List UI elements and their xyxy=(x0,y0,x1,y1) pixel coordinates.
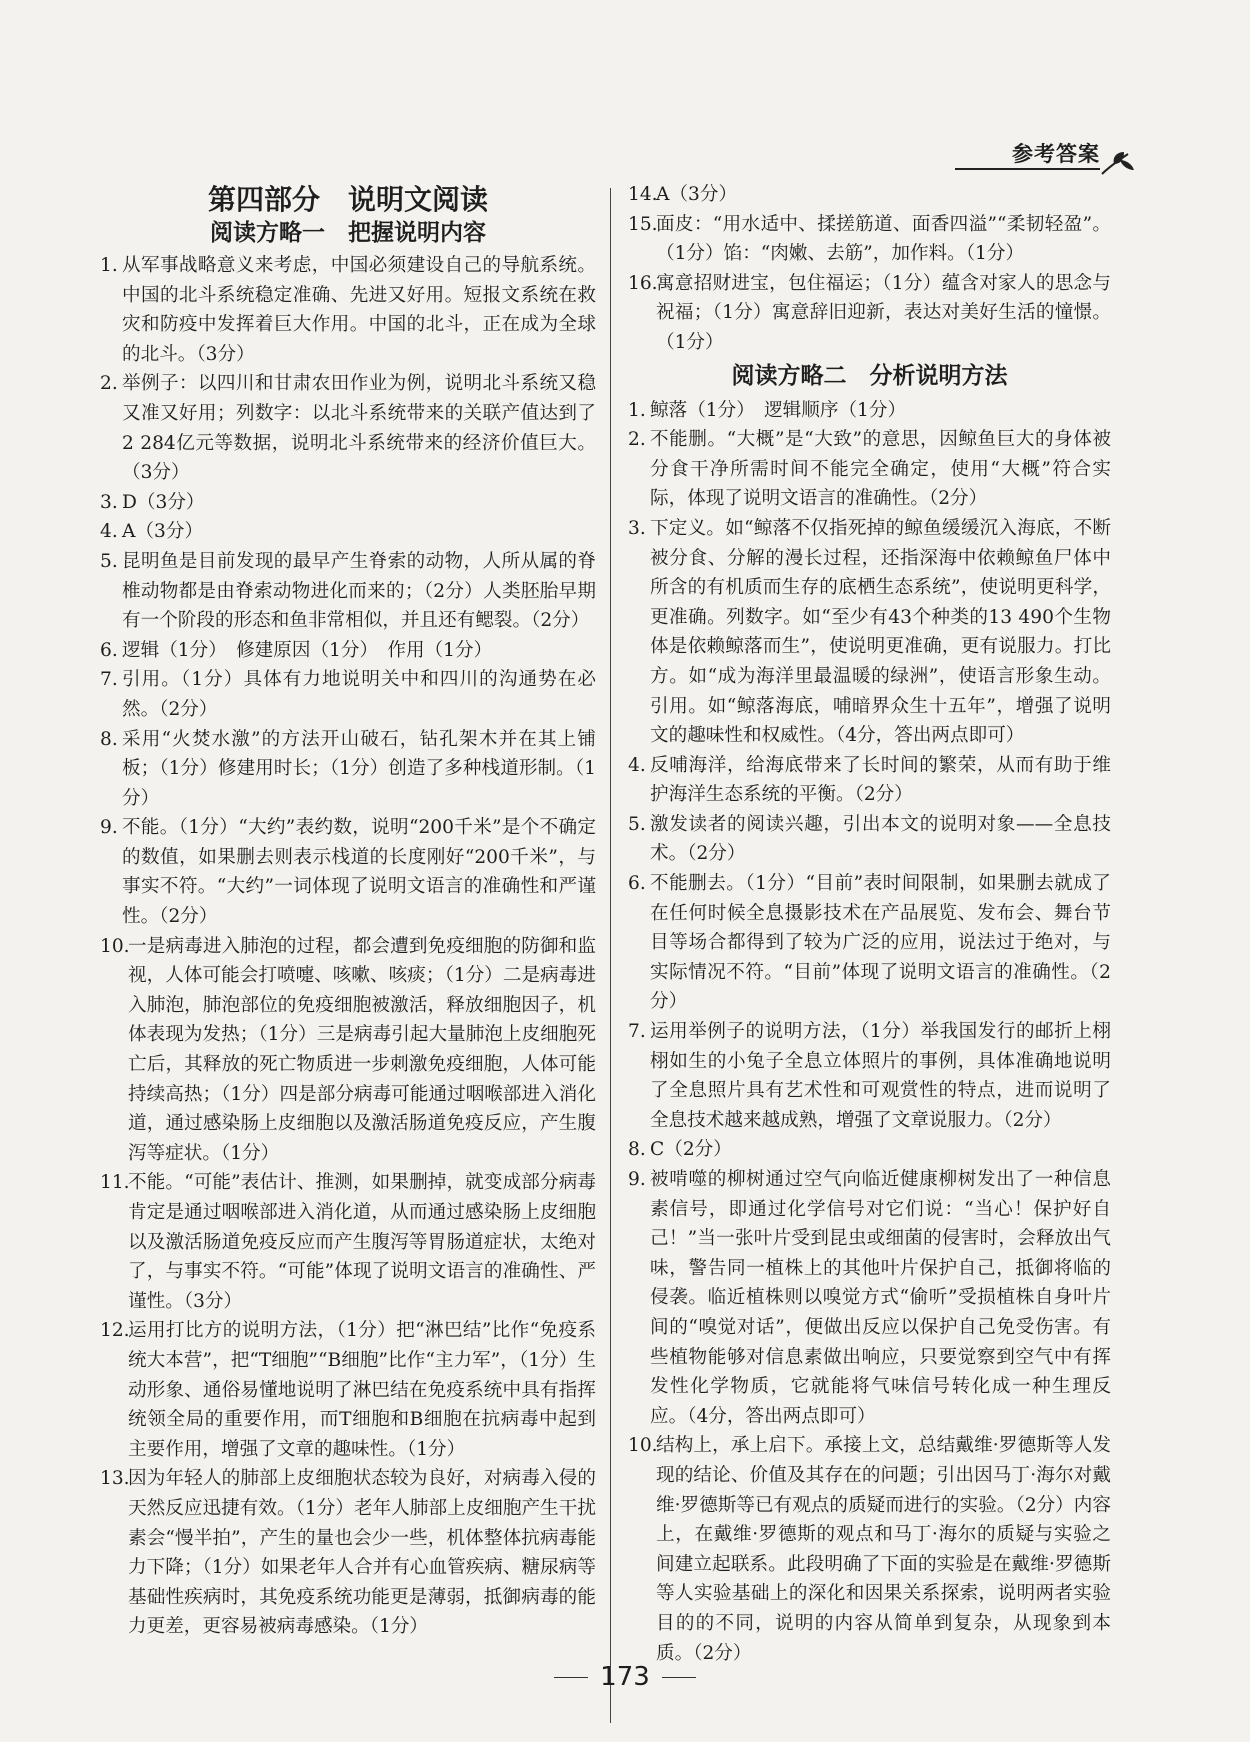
answer-number: 2. xyxy=(100,373,118,395)
answer-text: 不能删去。（1分）“目前”表时间限制，如果删去就成了在任何时候全息摄影技术在产品展览、发布会、舞台节目等场合都得到了较为广泛的应用，说法过于绝对，与实际情况不符。“目前”体现了说明文语言的准确性。（2分） xyxy=(650,873,1111,1013)
answer-number: 6. xyxy=(100,639,118,661)
answer-text: 逻辑（1分） 修建原因（1分） 作用（1分） xyxy=(122,639,493,661)
answer-item xyxy=(628,425,1111,514)
answer-item xyxy=(628,396,1111,426)
answer-item xyxy=(628,514,1111,751)
answer-text: A（3分） xyxy=(122,521,204,543)
answer-item xyxy=(628,1017,1111,1135)
answer-item xyxy=(100,1168,596,1316)
answer-item xyxy=(100,813,596,931)
answer-number: 1. xyxy=(628,399,646,421)
section2-answer-list xyxy=(628,396,1111,1669)
answer-number: 16. xyxy=(628,272,658,294)
answer-number: 15. xyxy=(628,213,658,235)
answer-number: 6. xyxy=(628,873,646,895)
answer-text: 反哺海洋，给海底带来了长时间的繁荣，从而有助于维护海洋生态系统的平衡。（2分） xyxy=(650,754,1111,806)
answer-item xyxy=(100,547,596,636)
answer-item xyxy=(628,210,1111,269)
answer-number: 9. xyxy=(100,817,118,839)
answer-number: 8. xyxy=(100,728,118,750)
answer-text: C（2分） xyxy=(650,1139,732,1161)
answer-item xyxy=(100,1464,596,1642)
answer-item xyxy=(100,636,596,666)
answer-number: 2. xyxy=(628,429,646,451)
answer-number: 4. xyxy=(628,754,646,776)
answer-text: 举例子：以四川和甘肃农田作业为例，说明北斗系统又稳又准又好用；列数字：以北斗系统带来的关联产值达到了2 284亿元等数据，说明北斗系统带来的经济价值巨大。（3分） xyxy=(122,373,596,484)
footer-dash-right xyxy=(662,1677,696,1678)
header-rule xyxy=(955,168,1100,170)
answer-item xyxy=(100,725,596,814)
answer-text: 不能。（1分）“大约”表约数，说明“200千米”是个不确定的数值，如果删去则表示栈道的长度刚好“200千米”，与事实不符。“大约”一词体现了说明文语言的准确性和严谨性。（2分） xyxy=(122,817,596,928)
answer-number: 4. xyxy=(100,521,118,543)
answer-text: 寓意招财进宝，包住福运；（1分）蕴含对家人的思念与祝福；（1分）寓意辞旧迎新，表达对美好生活的憧憬。（1分） xyxy=(656,272,1111,353)
answer-text: 鲸落（1分） 逻辑顺序（1分） xyxy=(650,399,907,421)
answer-item xyxy=(628,1165,1111,1431)
answer-number: 5. xyxy=(100,550,118,572)
answer-text: D（3分） xyxy=(122,491,205,513)
header-answer-tag: 参考答案 xyxy=(1012,142,1100,166)
answer-item xyxy=(628,1431,1111,1668)
answer-number: 5. xyxy=(628,813,646,835)
answer-text: 被啃噬的柳树通过空气向临近健康柳树发出了一种信息素信号，即通过化学信号对它们说：“当心！保护好自己！”当一张叶片受到昆虫或细菌的侵害时，会释放出气味，警告同一植株上的其他叶片保护自己，抵御将临的侵袭。临近植株则以嗅觉方式“偷听”受损植株自身叶片间的“嗅觉对话”，便做出反应以保护自己免受伤害。有些植物能够对信息素做出响应，只要觉察到空气中有挥发性化学物质，它就能将气味信号转化成一种生理反应。（4分，答出两点即可） xyxy=(650,1169,1111,1427)
footer-dash-left xyxy=(554,1677,588,1678)
answer-item xyxy=(100,932,596,1169)
part-title: 第四部分 说明文阅读 xyxy=(207,183,488,216)
answer-text: 不能。“可能”表估计、推测，如果删掉，就变成部分病毒肯定是通过咽喉部进入消化道，从而通过感染肠上皮细胞以及激活肠道免疫反应而产生腹泻等胃肠道症状，太绝对了，与事实不符。“可能”体现了说明文语言的准确性、严谨性。（3分） xyxy=(128,1172,596,1312)
answer-item xyxy=(628,180,1111,210)
section1-title: 阅读方略一 把握说明内容 xyxy=(210,220,486,246)
answer-item xyxy=(100,1316,596,1464)
answer-number: 10. xyxy=(100,935,130,957)
column-divider xyxy=(610,188,611,1723)
leaf-icon xyxy=(1098,148,1138,178)
answer-item xyxy=(628,751,1111,810)
answer-item xyxy=(628,1135,1111,1165)
answer-number: 9. xyxy=(628,1169,646,1190)
answer-text: 运用打比方的说明方法，（1分）把“淋巴结”比作“免疫系统大本营”，把“T细胞”“B细胞”比作“主力军”，（1分）生动形象、通俗易懂地说明了淋巴结在免疫系统中具有指挥统领全局的重要作用，而T细胞和B细胞在抗病毒中起到主要作用，增强了文章的趣味性。（1分） xyxy=(128,1320,596,1460)
section1-answer-list xyxy=(100,251,596,1642)
answer-text: 激发读者的阅读兴趣，引出本文的说明对象——全息技术。（2分） xyxy=(650,813,1111,865)
answer-number: 1. xyxy=(100,255,118,276)
answer-item xyxy=(100,665,596,724)
answer-number: 7. xyxy=(100,669,118,691)
answer-number: 3. xyxy=(628,517,646,539)
answer-text: 不能删。“大概”是“大致”的意思，因鲸鱼巨大的身体被分食干净所需时间不能完全确定，使用“大概”符合实际，体现了说明文语言的准确性。（2分） xyxy=(650,429,1111,510)
answer-number: 12. xyxy=(100,1320,130,1342)
page-number-footer xyxy=(0,1662,1250,1692)
answer-item xyxy=(100,488,596,518)
answer-number: 8. xyxy=(628,1139,646,1161)
left-column xyxy=(100,178,596,1642)
answer-item xyxy=(628,269,1111,358)
answer-item xyxy=(100,251,596,369)
answer-number: 11. xyxy=(100,1172,130,1194)
answer-text: 引用。（1分）具体有力地说明关中和四川的沟通势在必然。（2分） xyxy=(122,669,596,720)
answer-number: 14. xyxy=(628,184,658,205)
answer-number: 3. xyxy=(100,491,118,513)
right-column xyxy=(628,180,1111,1668)
answer-text: A（3分） xyxy=(656,184,738,205)
answer-text: 昆明鱼是目前发现的最早产生脊索的动物，人所从属的脊椎动物都是由脊索动物进化而来的；（2分）人类胚胎早期有一个阶段的形态和鱼非常相似，并且还有鳃裂。（2分） xyxy=(122,550,596,632)
answer-text: 结构上，承上启下。承接上文，总结戴维·罗德斯等人发现的结论、价值及其存在的问题；引出因马丁·海尔对戴维·罗德斯等已有观点的质疑而进行的实验。（2分）内容上，在戴维·罗德斯的观点和马丁·海尔的质疑与实验之间建立起联系。此段明确了下面的实验是在戴维·罗德斯等人实验基础上的深化和因果关系探索，说明两者实验目的的不同，说明的内容从简单到复杂，从现象到本质。（2分） xyxy=(656,1435,1111,1664)
answer-number: 10. xyxy=(628,1435,658,1457)
page-number: 173 xyxy=(600,1662,650,1692)
answer-item xyxy=(628,869,1111,1017)
answer-text: 运用举例子的说明方法，（1分）举我国发行的邮折上栩栩如生的小兔子全息立体照片的事例，具体准确地说明了全息照片具有艺术性和可观赏性的特点，进而说明了全息技术越来越成熟，增强了文章说服力。（2分） xyxy=(650,1021,1111,1131)
answer-item xyxy=(628,810,1111,869)
answer-number: 13. xyxy=(100,1468,130,1490)
answer-text: 因为年轻人的肺部上皮细胞状态较为良好，对病毒入侵的天然反应迅捷有效。（1分）老年人肺部上皮细胞产生干扰素会“慢半拍”，产生的量也会少一些，机体整体抗病毒能力下降；（1分）如果老年人合并有心血管疾病、糖尿病等基础性疾病时，其免疫系统功能更是薄弱，抵御病毒的能力更差，更容易被病毒感染。（1分） xyxy=(128,1468,596,1638)
answer-item xyxy=(100,517,596,547)
answer-text: 下定义。如“鲸落不仅指死掉的鲸鱼缓缓沉入海底，不断被分食、分解的漫长过程，还指深海中依赖鲸鱼尸体中所含的有机质而生存的底栖生态系统”，使说明更科学，更准确。列数字。如“至少有43个种类的13 490个生物体是依赖鲸落而生”，使说明更准确，更有说服力。打比方。如“成为海洋里最温暖的绿洲”，使语言形象生动。引用。如“鲸落海底，哺暗界众生十五年”，增强了说明文的趣味性和权威性。（4分，答出两点即可） xyxy=(650,517,1111,747)
answer-number: 7. xyxy=(628,1021,646,1043)
section1-answer-list-continued xyxy=(628,180,1111,358)
answer-text: 采用“火焚水激”的方法开山破石，钻孔架木并在其上铺板；（1分）修建用时长；（1分）创造了多种栈道形制。（1分） xyxy=(122,728,596,809)
answer-item xyxy=(100,369,596,487)
answer-text: 面皮：“用水适中、揉搓筋道、面香四溢”“柔韧轻盈”。（1分）馅：“肉嫩、去筋”，加作料。（1分） xyxy=(656,213,1111,265)
section2-title: 阅读方略二 分析说明方法 xyxy=(731,362,1008,389)
answer-text: 从军事战略意义来考虑，中国必须建设自己的导航系统。中国的北斗系统稳定准确、先进又好用。短报文系统在救灾和防疫中发挥着巨大作用。中国的北斗，正在成为全球的北斗。（3分） xyxy=(122,255,596,365)
answer-text: 一是病毒进入肺泡的过程，都会遭到免疫细胞的防御和监视，人体可能会打喷嚏、咳嗽、咳痰；（1分）二是病毒进入肺泡，肺泡部位的免疫细胞被激活，释放细胞因子，机体表现为发热；（1分）三是病毒引起大量肺泡上皮细胞死亡后，其释放的死亡物质进一步刺激免疫细胞，人体可能持续高热；（1分）四是部分病毒可能通过咽喉部进入消化道，通过感染肠上皮细胞以及激活肠道免疫反应，产生腹泻等症状。（1分） xyxy=(128,935,596,1164)
